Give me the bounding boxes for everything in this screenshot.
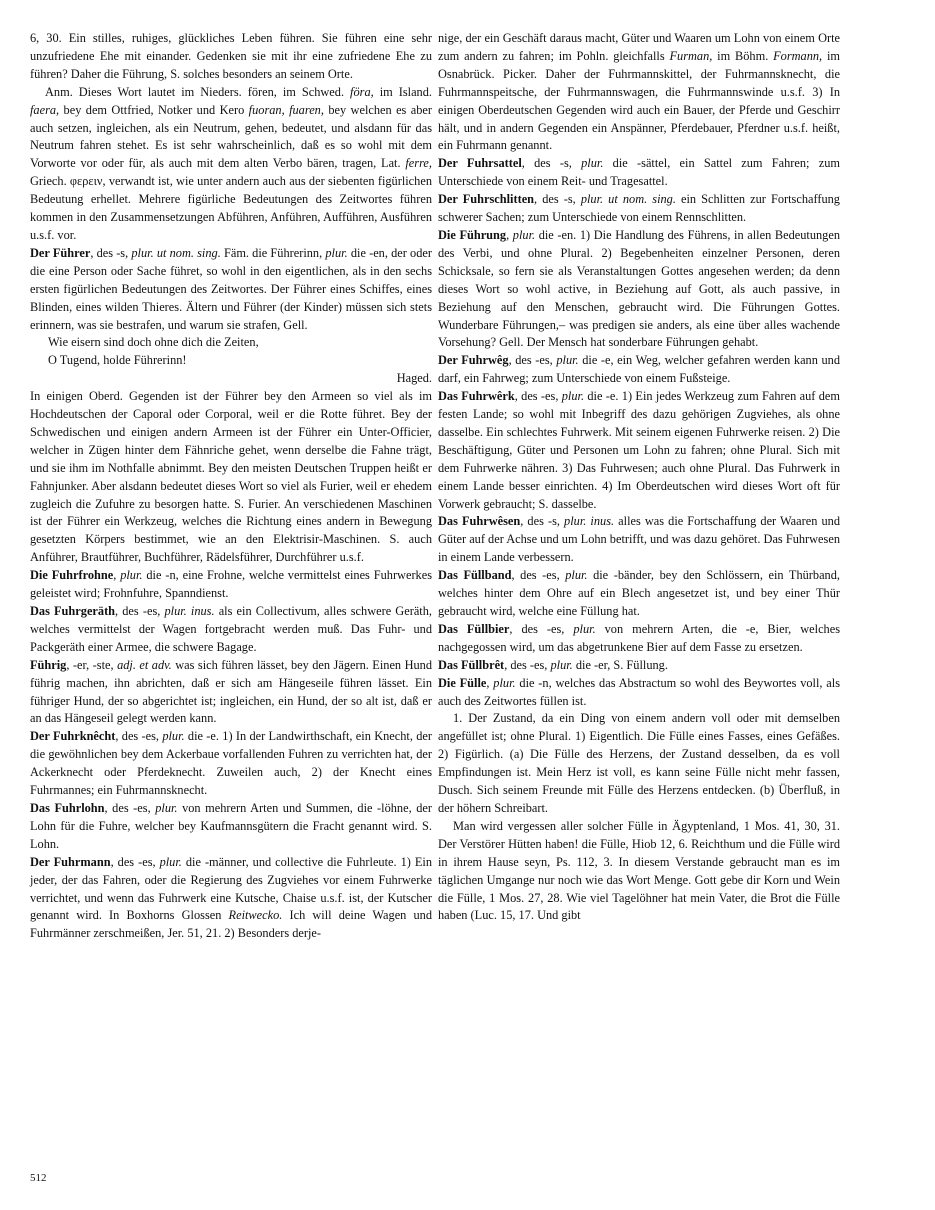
page-number: 512: [30, 1172, 47, 1184]
dictionary-entry: Der Fuhrsattel, des -s, plur. die -sättel, ein Sattel zum Fahren; zum Unterschiede von einem Reit- und Tragesattel.: [438, 156, 840, 189]
dictionary-entry: Der Fuhrschlitten, des -s, plur. ut nom. sing. ein Schlitten zur Fortschaffung schwerer Sachen; zum Unterschiede von einem Rennschlitten.: [438, 192, 840, 225]
dictionary-entry: Der Fuhrknêcht, des -es, plur. die -e. 1) In der Landwirthschaft, ein Knecht, der die gewöhnlichen bey dem Ackerbaue vorfallenden Fuhren zu verrichten hat, der Ackerknecht oder Pferdeknecht. Zuweilen auch, 2) der Knecht eines Fuhrmannes; ein Fuhrmannsknecht.: [30, 729, 432, 798]
dictionary-entry: Die Führung, plur. die -en. 1) Die Handlung des Führens, in allen Bedeutungen des Verbi, und ohne Plural. 2) Begebenheiten einzelner Personen, deren Schicksale, so fern sie als Veranstaltungen Gottes angesehen werden; da denn dieses Wort so wohl active, in Beziehung auf Gott, als auch passive, in Beziehung auf den Menschen, gebraucht wird. Die Führungen Gottes. Wunderbare Führungen,– was predigen sie anders, als eine über alles wachende Vorsehung? Gell. Der Mensch hat sonderbare Führungen gehabt.: [438, 227, 841, 350]
dictionary-entry: Das Fuhrwêrk, des -es, plur. die -e. 1) Ein jedes Werkzeug zum Fahren auf dem festen Lande; so wohl mit Inbegriff des dazu gehörigen Zugviehes, als ohne dasselbe. Ein schlechtes Fuhrwerk. Mit seinem eigenen Fuhrwerke reisen. 2) Die Beschäftigung, Güter und Personen um Lohn zu fahren; ohne Plural. Sich mit dem Fuhrwerke nähren. 3) Das Fuhrwesen; auch ohne Plural. Das Fuhrwerk in einem Lande besser einrichten. 4) Im Oberdeutschen wird dieses Wort oft für Vorwerk gebraucht; S. dasselbe.: [438, 389, 840, 511]
verse-line: O Tugend, holde Führerinn!: [48, 353, 187, 368]
paragraph: 1. Der Zustand, da ein Ding von einem andern voll oder mit demselben angefüllet ist; ohne Plural. 1) Eigentlich. Die Fülle eines Fasses, eines Gefäßes. 2) Figürlich. (a) Die Fülle des Herzens, der Zustand desselben, da es voll Empfindungen ist. Mein Herz ist voll, es kann seine Fülle nicht mehr fassen, Dusch. Sich seinem Freunde mit Fülle des Herzens entdecken. (b) Überfluß, in der höhern Schreibart.: [438, 711, 840, 815]
dictionary-entry: Das Fuhrgeräth, des -es, plur. inus. als ein Collectivum, alles schwere Geräth, welches vermittelst der Wagen fortgebracht werden muß. Das Fuhr- und Packgeräth einer Armee, die schwere Bagage.: [30, 604, 432, 654]
dictionary-entry: Führig, -er, -ste, adj. et adv. was sich führen lässet, bey den Jägern. Einen Hund führig machen, ihn abrichten, daß er sich am Hängeseile führen lässet. Ein führiger Hund, der so abgerichtet ist; ingleichen, ein Hund, der so alt ist, daß er an das Hängeseil gelegt werden kann.: [30, 657, 433, 726]
verse-line: Wie eisern sind doch ohne dich die Zeiten,: [48, 335, 259, 350]
dictionary-entry: Das Füllbrêt, des -es, plur. die -er, S. Füllung.: [438, 657, 668, 672]
dictionary-entry: Der Fuhrwêg, des -es, plur. die -e, ein Weg, welcher gefahren werden kann und darf, ein Fahrweg; zum Unterschiede von einem Fußsteige.: [438, 353, 840, 386]
dictionary-entry: Das Fuhrwêsen, des -s, plur. inus. alles was die Fortschaffung der Waaren und Güter auf der Achse und um Lohn betrifft, und was dazu gehöret. Das Fuhrwesen in einem Lande verbessern.: [438, 514, 840, 565]
paragraph: nige, der ein Geschäft daraus macht, Güter und Waaren um Lohn von einem Orte zum andern zu fahren; im Pohln. gleichfalls Furman, im Böhm. Formann, im Osnabrück. Picker. Daher der Fuhrmannskittel, der Fuhrmannsknecht, die Fuhrmannspeitsche, der Fuhrmannswagen, die Fuhrmannswinde u.s.f. 3) In einigen Oberdeutschen Gegenden wird auch ein Bauer, der Pferde und Geschirr hält, und in andern Gegenden ein Anspänner, Pferdebauer, Pferdner u.s.f. heißt, ein Fuhrmann genannt.: [438, 31, 841, 153]
paragraph: 6, 30. Ein stilles, ruhiges, glückliches Leben führen. Sie führen eine sehr unzufriedene Ehe mit einander. Gedenken sie mit ihr eine zufriedene Ehe zu führen? Daher die Führung, S. solches besonders an seinem Orte.: [30, 31, 432, 81]
dictionary-entry: Der Führer, des -s, plur. ut nom. sing. Fäm. die Führerinn, plur. die -en, der oder die eine Person oder Sache führet, so wohl in den eigentlichen, als in den sechs ersten figürlichen Bedeutungen des Zeitwortes. Der Führer eines Schiffes, eines Blinden, eines wilden Thieres. Ältern und Führer (der Kinder) müssen sich stets erinnern, was sie bestrafen, und warum sie strafen, Gell.: [30, 245, 432, 332]
right-column: [438, 30, 840, 925]
dictionary-entry: Das Füllband, des -es, plur. die -bänder, bey den Schlössern, ein Thürband, welches hinter dem Ohre auf ein Blech angesetzet ist, und bey einer Thür gebraucht wird, welche eine Füllung hat.: [438, 568, 840, 618]
verse-attribution: Haged.: [396, 371, 432, 386]
paragraph: Anm. Dieses Wort lautet im Nieders. fören, im Schwed. föra, im Island. faera, bey dem Ottfried, Notker und Kero fuoran, fuaren, bey welchen es aber auch setzen, ingleichen, als ein Neutrum, gehen, bedeutet, und alsdann für das Neutrum fahren stehet. Es ist sehr wahrscheinlich, daß es so wohl mit dem Vorworte vor oder für, als auch mit dem alten Verbo bären, tragen, Lat. ferre, Griech. φερειν, verwandt ist, wie unter andern auch aus der siebenten figürlichen Bedeutung erhellet. Mehrere figürliche Bedeutungen des Zeitwortes führen kommen in den Zusammensetzungen Abführen, Anführen, Aufführen, Ausführen u.s.f. vor.: [30, 84, 433, 242]
left-column: [30, 30, 432, 943]
dictionary-entry: Die Fuhrfrohne, plur. die -n, eine Frohne, welche vermittelst eines Fuhrwerkes geleistet wird; Frohnfuhre, Spanndienst.: [30, 568, 433, 601]
dictionary-entry: Das Fuhrlohn, des -es, plur. von mehrern Arten und Summen, die -löhne, der Lohn für die Fuhre, welcher bey Kaufmannsgütern die Fracht genannt wird. S. Lohn.: [30, 800, 432, 851]
dictionary-entry: Der Fuhrmann, des -es, plur. die -männer, und collective die Fuhrleute. 1) Ein jeder, der das Fahren, oder die Regierung des Zugviehes vor einem Fuhrwerke verrichtet, und wenn das Fuhrwerk eine Kutsche, Chaise u.s.f. ist, der Kutscher genannt wird. In Boxhorns Glossen Reitwecko. Ich will deine Wagen und Fuhrmänner zerschmeißen, Jer. 51, 21. 2) Besonders derje-: [30, 854, 432, 941]
paragraph: In einigen Oberd. Gegenden ist der Führer bey den Armeen so viel als im Hochdeutschen der Caporal oder Corporal, weil er die Rotte führet. Bey der Schwedischen und einigen andern Armeen ist der Führer ein Unter-Officier, welcher in Zügen hinter dem Fähnriche gehet, wenn derselbe die Fahne trägt, und sie ihm im Nothfalle abnimmt. Bey den meisten Deutschen Truppen heißt er Fahnjunker. Aber alsdann bedeutet dieses Wort so viel als Furier, weil er ehedem zugleich die Zufuhre zu besorgen hatte. S. Furier. An verschiedenen Maschinen ist der Führer ein Werkzeug, welches die Richtung eines andern in Bewegung gesetzten Körpers bestimmet, wie an den Elektrisir-Maschinen. S. auch Anführer, Brautführer, Buchführer, Rädelsführer, Durchführer u.s.f.: [30, 389, 432, 565]
dictionary-entry: Das Füllbier, des -es, plur. von mehrern Arten, die -e, Bier, welches nachgegossen wird, um das abgetrunkene Bier auf dem Fasse zu ersetzen.: [438, 621, 841, 654]
dictionary-entry: Die Fülle, plur. die -n, welches das Abstractum so wohl des Beywortes voll, als auch des Zeitwortes füllen ist.: [438, 675, 841, 708]
paragraph: Man wird vergessen aller solcher Fülle in Ägyptenland, 1 Mos. 41, 30, 31. Der Verstörer Hütten haben! die Fülle, Hiob 12, 6. Reichthum und die Fülle wird in ihrem Hause seyn, Ps. 112, 3. In diesem Verstande gebraucht man es im täglichen Umgange nur noch wie das Wort Menge. Gott gebe dir Korn und Wein die Fülle, 1 Mos. 27, 28. Wie viel Tagelöhner hat mein Vater, die Brot die Fülle haben (Luc. 15, 17. Und gibt: [438, 818, 840, 923]
